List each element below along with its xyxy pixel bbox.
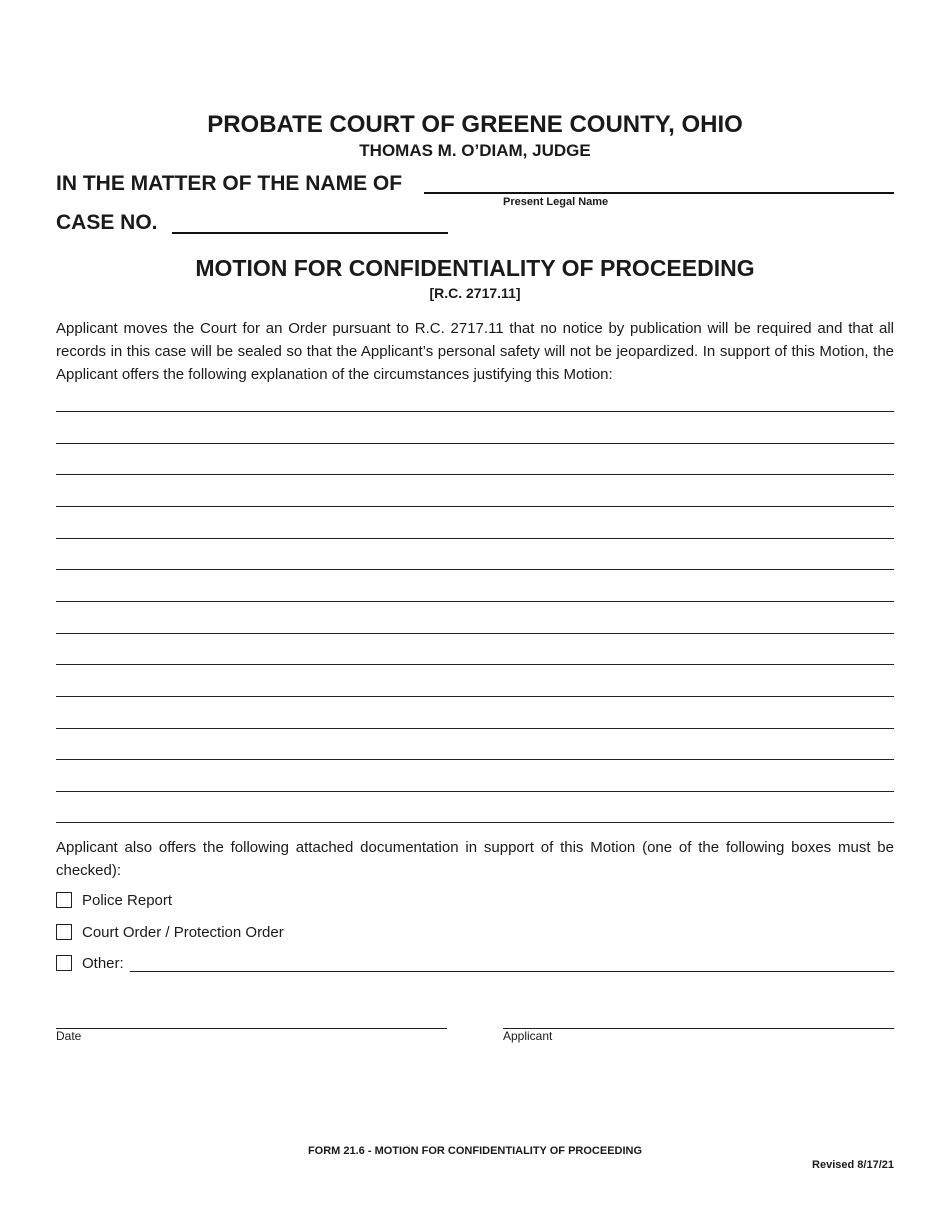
page-title: MOTION FOR CONFIDENTIALITY OF PROCEEDING — [195, 255, 755, 281]
intro-paragraph: Applicant moves the Court for an Order pursuant to R.C. 2717.11 that no notice by publication will be required and that all records in this case will be sealed so that the Applicant’s personal safety will not be jeopardized. In support of this Motion, the Applicant offers the following explanation of the circumstances justifying this Motion: — [56, 320, 894, 383]
attachments-paragraph: Applicant also offers the following attached documentation in support of this Motion (one of the following boxes must be checked): — [56, 839, 894, 879]
explanation-line[interactable] — [56, 538, 894, 539]
applicant-caption: Applicant — [503, 1029, 553, 1043]
option-court-order — [56, 921, 894, 943]
form-footer: FORM 21.6 - MOTION FOR CONFIDENTIALITY OF PROCEEDING — [307, 1145, 643, 1157]
police-report-checkbox[interactable] — [56, 892, 72, 908]
case-number-label: CASE NO. — [56, 211, 158, 234]
other-label: Other: — [82, 954, 124, 972]
date-field[interactable] — [56, 1028, 447, 1029]
revised-date: Revised 8/17/21 — [812, 1159, 894, 1171]
judge-name: THOMAS M. O’DIAM, JUDGE — [359, 141, 591, 160]
explanation-line[interactable] — [56, 633, 894, 634]
date-caption: Date — [56, 1029, 82, 1043]
explanation-line[interactable] — [56, 791, 894, 792]
court-order-label: Court Order / Protection Order — [82, 923, 284, 941]
explanation-line[interactable] — [56, 474, 894, 475]
explanation-line[interactable] — [56, 759, 894, 760]
explanation-line[interactable] — [56, 569, 894, 570]
matter-label: IN THE MATTER OF THE NAME OF — [56, 172, 403, 195]
option-other — [56, 952, 894, 974]
explanation-line[interactable] — [56, 664, 894, 665]
court-order-checkbox[interactable] — [56, 924, 72, 940]
other-field[interactable] — [130, 971, 894, 972]
present-legal-name-field[interactable] — [424, 192, 894, 194]
option-police-report — [56, 889, 894, 911]
statute-reference: [R.C. 2717.11] — [429, 285, 521, 301]
case-number-field[interactable] — [172, 232, 448, 234]
police-report-label: Police Report — [82, 891, 173, 909]
explanation-line[interactable] — [56, 601, 894, 602]
explanation-line[interactable] — [56, 822, 894, 823]
explanation-line[interactable] — [56, 443, 894, 444]
explanation-line[interactable] — [56, 411, 894, 412]
other-checkbox[interactable] — [56, 955, 72, 971]
explanation-line[interactable] — [56, 696, 894, 697]
explanation-line[interactable] — [56, 728, 894, 729]
present-legal-name-caption: Present Legal Name — [503, 196, 609, 208]
court-name: PROBATE COURT OF GREENE COUNTY, OHIO — [207, 111, 743, 138]
applicant-signature-field[interactable] — [503, 1028, 894, 1029]
explanation-line[interactable] — [56, 506, 894, 507]
